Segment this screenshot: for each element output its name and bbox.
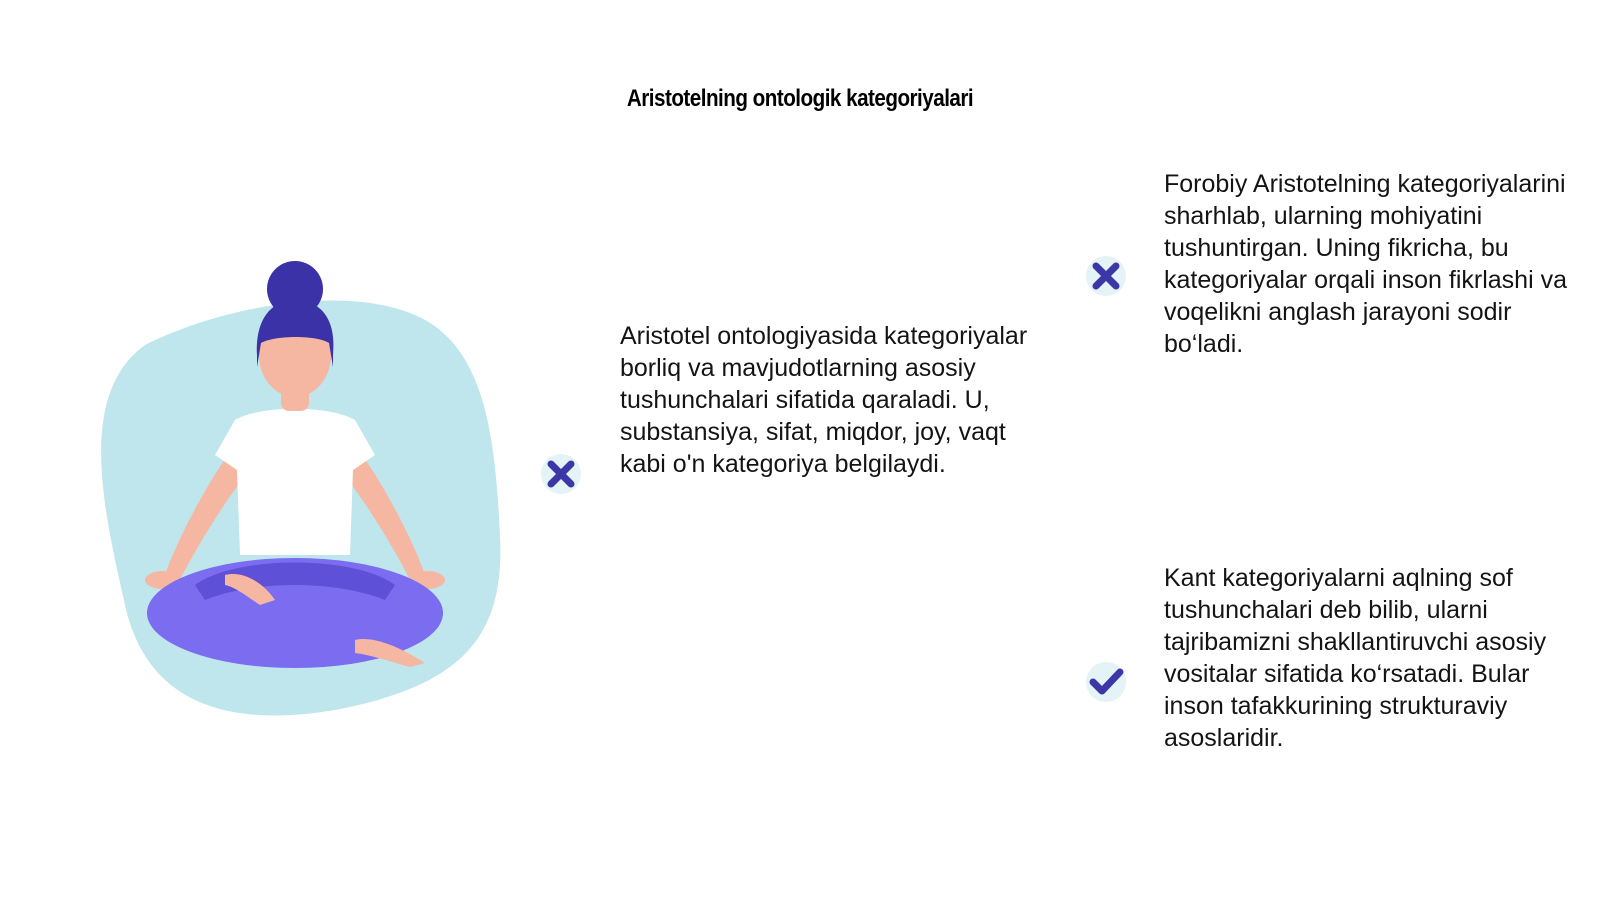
slide-title: Aristotelning ontologik kategoriyalari (626, 85, 974, 112)
category-text-farabi: Forobiy Aristotelning kategoriyalarini sharhlab, ularning mohiyatini tushuntirgan. Uning fikricha, bu kategoriyalar orqali inson fikrlashi va voqelikni anglash jarayoni sodir bo‘ladi. (1164, 170, 1567, 358)
x-mark-icon (1084, 254, 1128, 298)
x-mark-icon (539, 452, 583, 496)
check-mark-icon (1084, 660, 1128, 704)
category-text-aristotle: Aristotel ontologiyasida kategoriyalar borliq va mavjudotlarning asosiy tushunchalari sifatida qaraladi. U, substansiya, sifat, miqdor, joy, vaqt kabi o'n kategoriya belgilaydi. (620, 322, 1028, 478)
meditating-woman-icon (85, 255, 525, 735)
category-text-kant: Kant kategoriyalarni aqlning sof tushunchalari deb bilib, ularni tajribamizni shakllantiruvchi asosiy vositalar sifatida ko‘rsatadi. Bular inson tafakkurining strukturaviy asoslaridir. (1164, 564, 1547, 752)
